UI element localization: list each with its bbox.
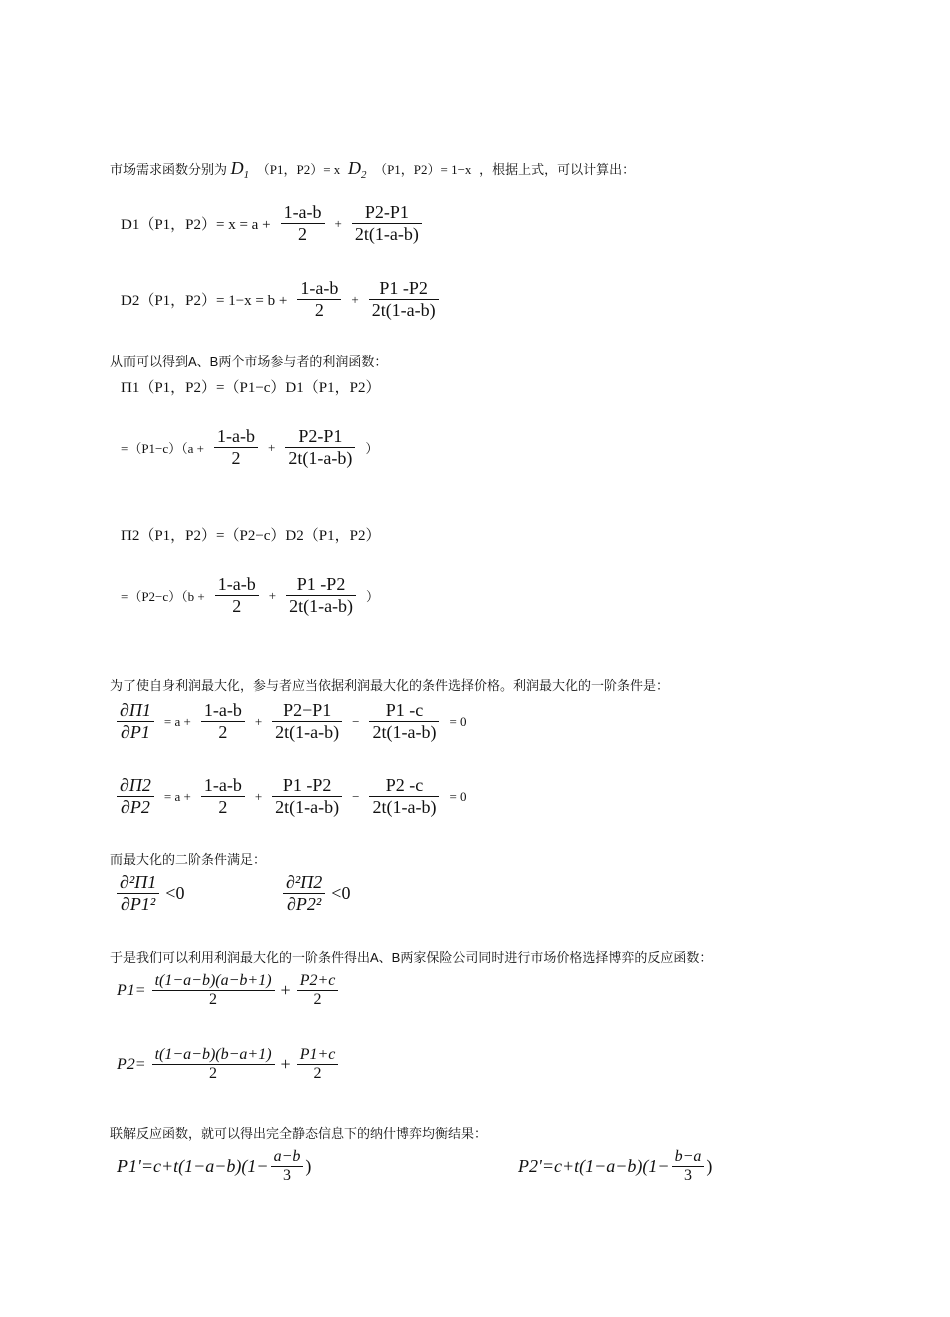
foc-1-lhs xyxy=(117,700,154,743)
foc-1-rhs: = 0 xyxy=(449,713,467,729)
intro-line xyxy=(110,160,635,183)
foc-2-t2-den: 2t(1-a-b) xyxy=(275,797,340,817)
p1-frac-1-den: 2 xyxy=(231,448,241,468)
foc-2-a: = a + xyxy=(163,788,191,804)
d2-frac-1 xyxy=(297,278,341,321)
profit-1-definition xyxy=(117,376,384,397)
d2-frac-2-num: P1 -P2 xyxy=(379,278,428,298)
reaction-2-den-2: 2 xyxy=(313,1065,322,1082)
p1-frac-2-den: 2t(1-a-b) xyxy=(288,448,353,468)
foc-1-term-2 xyxy=(272,700,342,743)
d2-frac-1-den: 2 xyxy=(314,300,324,320)
foc-2-t1-den: 2 xyxy=(218,797,228,817)
reaction-2-den: 2 xyxy=(209,1065,218,1082)
soc-1-inequality xyxy=(117,872,184,915)
p2-frac-1-num: 1-a-b xyxy=(217,574,256,594)
soc-2-rhs: <0 xyxy=(331,883,351,903)
reaction-2-equation xyxy=(117,1046,344,1083)
plus-sign: + xyxy=(268,587,277,603)
d1-frac-2-num: P2-P1 xyxy=(364,202,409,222)
foc-1-lhs-num: ∂Π1 xyxy=(120,700,151,720)
d2-frac-1-num: 1-a-b xyxy=(300,278,339,298)
nash-1-close: ) xyxy=(305,1156,312,1176)
intro-d2-args: （P1，P2）= 1−x xyxy=(374,162,472,177)
profit-2-expansion xyxy=(117,574,383,617)
d1-frac-1-num: 1-a-b xyxy=(283,202,322,222)
plus-sign: + xyxy=(254,788,263,804)
d2-lhs: D2（P1，P2）= 1−x = b + xyxy=(121,293,288,309)
demand-d2-equation xyxy=(117,278,445,321)
d2-frac-2-den: 2t(1-a-b) xyxy=(371,300,436,320)
d1-symbol: $D_1$ xyxy=(230,158,250,181)
foc-1-term-1 xyxy=(201,700,245,743)
profit-2-def-text: Π2（P1，P2）=（P2−c）D2（P1，P2） xyxy=(121,528,381,544)
foc-1-lhs-den: ∂P1 xyxy=(121,722,150,742)
foc-intro: 为了使自身利润最大化，参与者应当依据利润最大化的条件选择价格。利润最大化的一阶条件是： xyxy=(110,678,670,693)
d2-symbol: $D_2$ xyxy=(347,158,367,181)
soc-2-num: ∂²Π2 xyxy=(286,872,323,892)
p1-frac-1-num: 1-a-b xyxy=(217,426,255,446)
plus-sign: + xyxy=(334,215,342,231)
soc-2-frac xyxy=(283,872,325,915)
foc-1-t2-den: 2t(1-a-b) xyxy=(275,722,340,742)
foc-2-equation xyxy=(117,775,471,818)
foc-2-t3-den: 2t(1-a-b) xyxy=(372,797,437,817)
profit-1-def-text: Π1（P1，P2）=（P1−c）D1（P1，P2） xyxy=(121,380,381,396)
foc-1-t3-num: P1 -c xyxy=(385,700,424,720)
reaction-2-num: t(1−a−b)(b−a+1) xyxy=(154,1046,272,1063)
foc-1-t1-den: 2 xyxy=(218,722,228,742)
reaction-2-frac-2 xyxy=(297,1046,339,1083)
profit-2-definition xyxy=(117,524,384,545)
foc-1-term-3 xyxy=(369,700,439,743)
soc-2-inequality xyxy=(283,872,350,915)
foc-1-t2-num: P2−P1 xyxy=(283,700,332,720)
profit-1-expansion xyxy=(117,426,382,469)
foc-2-term-1 xyxy=(201,775,245,818)
intro-lead: 市场需求函数分别为 xyxy=(110,162,228,177)
foc-1-equation xyxy=(117,700,471,743)
nash-2-close: ) xyxy=(706,1156,713,1176)
p1-frac-1 xyxy=(214,426,258,469)
nash-1-equation xyxy=(117,1148,311,1185)
foc-1-t1-num: 1-a-b xyxy=(203,700,242,720)
reaction-intro: 于是我们可以利用利润最大化的一阶条件得出A、B两家保险公司同时进行市场价格选择博弈的反应函数： xyxy=(110,950,713,965)
nash-2-lhs: P2'=c+t(1−a−b)(1− xyxy=(518,1156,670,1176)
foc-2-lhs-den: ∂P2 xyxy=(121,797,150,817)
soc-2-den: ∂P2² xyxy=(287,894,322,914)
foc-2-lhs-num: ∂Π2 xyxy=(120,775,151,795)
d1-frac-1 xyxy=(281,202,325,245)
nash-2-frac xyxy=(672,1148,705,1185)
soc-1-rhs: <0 xyxy=(165,883,185,903)
nash-2-num: b−a xyxy=(674,1148,702,1165)
reaction-1-den: 2 xyxy=(209,991,218,1008)
soc-intro: 而最大化的二阶条件满足： xyxy=(110,852,267,867)
nash-1-lhs: P1'=c+t(1−a−b)(1− xyxy=(117,1156,269,1176)
reaction-1-frac-1 xyxy=(152,972,275,1009)
soc-1-den: ∂P1² xyxy=(121,894,156,914)
profit-1-expand-lhs: =（P1−c）（a + xyxy=(121,441,205,456)
minus-sign: − xyxy=(352,713,360,729)
p1-frac-2 xyxy=(285,426,355,469)
d1-lhs: D1（P1，P2）= x = a + xyxy=(121,217,271,233)
plus-sign: + xyxy=(280,1054,291,1074)
reaction-1-num: t(1−a−b)(a−b+1) xyxy=(154,972,272,989)
p2-frac-1-den: 2 xyxy=(232,596,242,616)
nash-1-num: a−b xyxy=(273,1148,301,1165)
plus-sign: + xyxy=(268,439,276,455)
profit-intro: 从而可以得到A、B两个市场参与者的利润函数： xyxy=(110,354,388,369)
close-paren: ） xyxy=(365,441,379,456)
foc-2-t3-num: P2 -c xyxy=(385,775,424,795)
intro-d1-args: （P1，P2）= x xyxy=(256,162,341,177)
nash-1-frac xyxy=(271,1148,304,1185)
nash-1-den: 3 xyxy=(282,1167,291,1184)
foc-2-t1-num: 1-a-b xyxy=(203,775,242,795)
nash-2-den: 3 xyxy=(683,1167,692,1184)
plus-sign: + xyxy=(351,291,359,307)
p2-frac-2 xyxy=(286,574,356,617)
p2-frac-2-den: 2t(1-a-b) xyxy=(289,596,354,616)
reaction-1-equation xyxy=(117,972,344,1009)
foc-1-a: = a + xyxy=(163,713,191,729)
demand-d1-equation xyxy=(117,202,428,245)
p2-frac-2-num: P1 -P2 xyxy=(296,574,346,594)
d1-frac-1-den: 2 xyxy=(298,224,308,244)
plus-sign: + xyxy=(280,980,291,1000)
foc-2-lhs xyxy=(117,775,154,818)
nash-2-equation xyxy=(518,1148,712,1185)
foc-2-t2-num: P1 -P2 xyxy=(282,775,332,795)
reaction-1-den-2: 2 xyxy=(313,991,322,1008)
reaction-2-frac-1 xyxy=(152,1046,275,1083)
p2-frac-1 xyxy=(215,574,259,617)
p1-frac-2-num: P2-P1 xyxy=(298,426,343,446)
reaction-1-num-2: P2+c xyxy=(299,972,336,989)
intro-tail: ，根据上式，可以计算出： xyxy=(479,162,636,177)
d2-frac-2 xyxy=(369,278,439,321)
close-paren: ） xyxy=(366,589,380,604)
nash-intro: 联解反应函数，就可以得出完全静态信息下的纳什博弈均衡结果： xyxy=(110,1126,488,1141)
minus-sign: − xyxy=(352,788,360,804)
profit-2-expand-lhs: =（P2−c）（b + xyxy=(121,589,205,604)
soc-1-num: ∂²Π1 xyxy=(120,872,157,892)
d1-frac-2-den: 2t(1-a-b) xyxy=(354,224,419,244)
reaction-1-frac-2 xyxy=(297,972,339,1009)
plus-sign: + xyxy=(254,713,263,729)
soc-1-frac xyxy=(117,872,159,915)
foc-1-t3-den: 2t(1-a-b) xyxy=(372,722,437,742)
foc-2-rhs: = 0 xyxy=(449,788,467,804)
reaction-2-lhs: P2= xyxy=(117,1055,146,1073)
reaction-2-num-2: P1+c xyxy=(299,1046,336,1063)
d1-frac-2 xyxy=(352,202,422,245)
foc-2-term-2 xyxy=(272,775,342,818)
reaction-1-lhs: P1= xyxy=(117,981,146,999)
foc-2-term-3 xyxy=(369,775,439,818)
